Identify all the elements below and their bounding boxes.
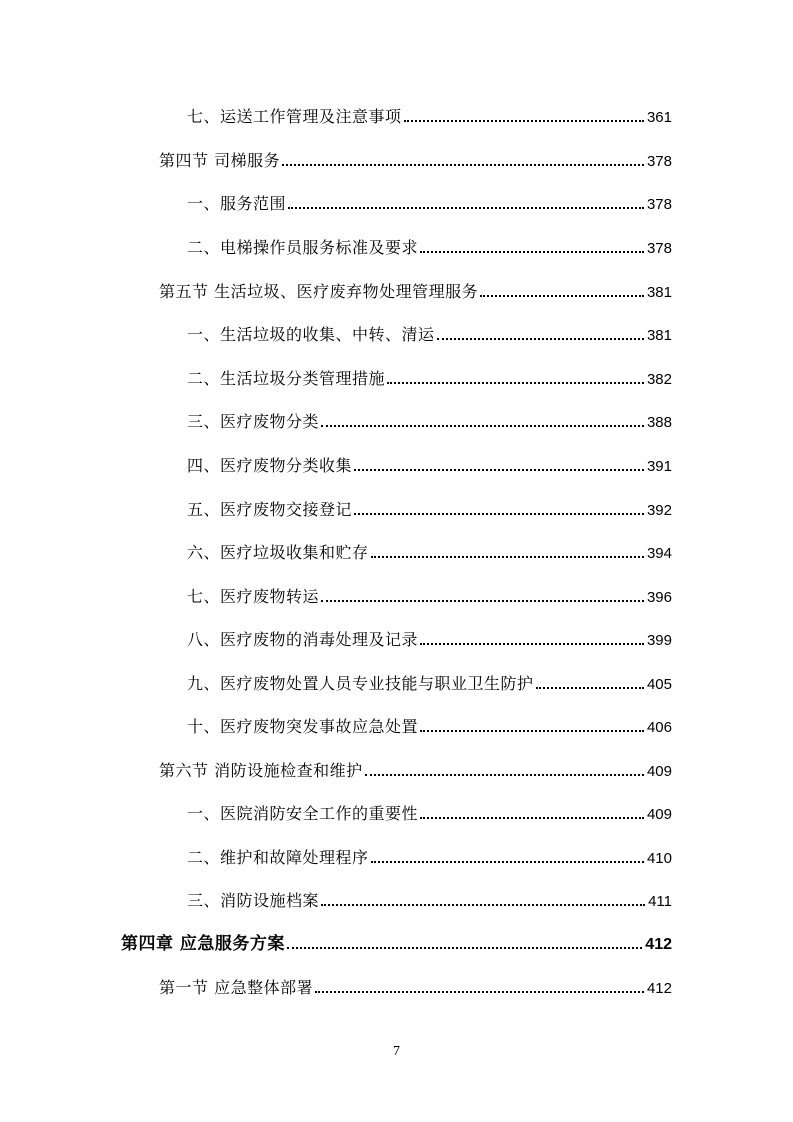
toc-entry-item-1[interactable] [187,194,672,215]
toc-entry-title: 六、医疗垃圾收集和贮存 [187,543,369,562]
toc-entry-item-1[interactable] [187,325,672,346]
toc-entry-title: 四、医疗废物分类收集 [187,456,353,475]
toc-entry-title: 七、医疗废物转运 [187,587,320,606]
toc-entry-page: 394 [646,545,672,562]
toc-entry-title: 二、维护和故障处理程序 [187,848,369,867]
toc-entry-title: 九、医疗废物处置人员专业技能与职业卫生防护 [187,674,534,693]
toc-entry-page: 361 [646,109,672,126]
dot-leader [437,338,644,340]
toc-entry-title: 第五节 生活垃圾、医疗废弃物处理管理服务 [159,282,479,301]
toc-entry-section-1[interactable] [159,978,672,999]
dot-leader [420,817,644,819]
toc-entry-item-8[interactable] [187,630,672,651]
toc-entry-item-7[interactable] [187,587,672,608]
toc-entry-section-5[interactable] [159,282,672,303]
toc-entry-item-9[interactable] [187,674,672,695]
dot-leader [404,120,644,122]
toc-entry-page: 412 [645,936,672,953]
toc-entry-chapter-4[interactable] [121,934,672,955]
dot-leader [321,904,645,906]
toc-entry-title: 三、医疗废物分类 [187,412,320,431]
toc-entry-page: 391 [646,458,672,475]
toc-entry-page: 410 [646,850,672,867]
dot-leader [321,600,644,602]
dot-leader [536,687,644,689]
toc-entry-page: 378 [646,153,672,170]
toc-entry-item-3[interactable] [187,891,672,912]
toc-entry-page: 396 [646,589,672,606]
toc-entry-title: 八、医疗废物的消毒处理及记录 [187,630,419,649]
toc-entry-title: 二、电梯操作员服务标准及要求 [187,238,419,257]
toc-entry-item-2[interactable] [187,238,672,259]
toc-entry-page: 409 [646,763,672,780]
toc-entry-title: 第一节 应急整体部署 [159,978,314,997]
toc-entry-page: 381 [646,327,672,344]
toc-entry-page: 381 [646,284,672,301]
dot-leader [354,469,644,471]
page-number: 7 [393,1044,400,1059]
toc-entry-title: 第六节 消防设施检查和维护 [159,761,363,780]
toc-entry-item-5[interactable] [187,500,672,521]
dot-leader [420,251,644,253]
toc-entry-title: 第四节 司梯服务 [159,151,281,170]
toc-entry-title: 一、生活垃圾的收集、中转、清运 [187,325,435,344]
toc-entry-page: 405 [646,676,672,693]
dot-leader [480,295,644,297]
dot-leader [354,513,644,515]
toc-entry-item-7[interactable] [187,107,672,128]
toc-entry-title: 五、医疗废物交接登记 [187,500,353,519]
toc-entry-section-6[interactable] [159,761,672,782]
dot-leader [315,991,644,993]
toc-entry-page: 399 [646,632,672,649]
toc-entry-page: 388 [646,414,672,431]
toc-entry-item-3[interactable] [187,412,672,433]
toc-entry-title: 第四章 应急服务方案 [121,934,285,954]
dot-leader [387,382,644,384]
toc-entry-title: 十、医疗废物突发事故应急处置 [187,717,419,736]
toc-entry-item-4[interactable] [187,456,672,477]
dot-leader [287,947,642,949]
toc-entry-page: 411 [648,893,672,910]
dot-leader [371,556,644,558]
toc-entry-title: 三、消防设施档案 [187,891,320,910]
toc-entry-item-2[interactable] [187,369,672,390]
toc-entry-item-1[interactable] [187,804,672,825]
dot-leader [288,207,644,209]
toc-entry-page: 412 [646,980,672,997]
dot-leader [420,730,644,732]
dot-leader [371,861,644,863]
toc-entry-title: 一、服务范围 [187,194,287,213]
toc-entry-item-6[interactable] [187,543,672,564]
dot-leader [365,774,644,776]
dot-leader [321,425,644,427]
toc-entry-page: 382 [646,371,672,388]
toc-entry-title: 七、运送工作管理及注意事项 [187,107,402,126]
toc-entry-item-2[interactable] [187,848,672,869]
toc-entry-page: 378 [646,240,672,257]
toc-entry-page: 378 [646,196,672,213]
dot-leader [282,164,644,166]
toc-entry-section-4[interactable] [159,151,672,172]
toc-entry-page: 409 [646,806,672,823]
toc-entry-page: 406 [646,719,672,736]
toc-entry-page: 392 [646,502,672,519]
toc-entry-title: 一、医院消防安全工作的重要性 [187,804,419,823]
dot-leader [420,643,644,645]
toc-entry-title: 二、生活垃圾分类管理措施 [187,369,386,388]
toc-entry-item-10[interactable] [187,717,672,738]
